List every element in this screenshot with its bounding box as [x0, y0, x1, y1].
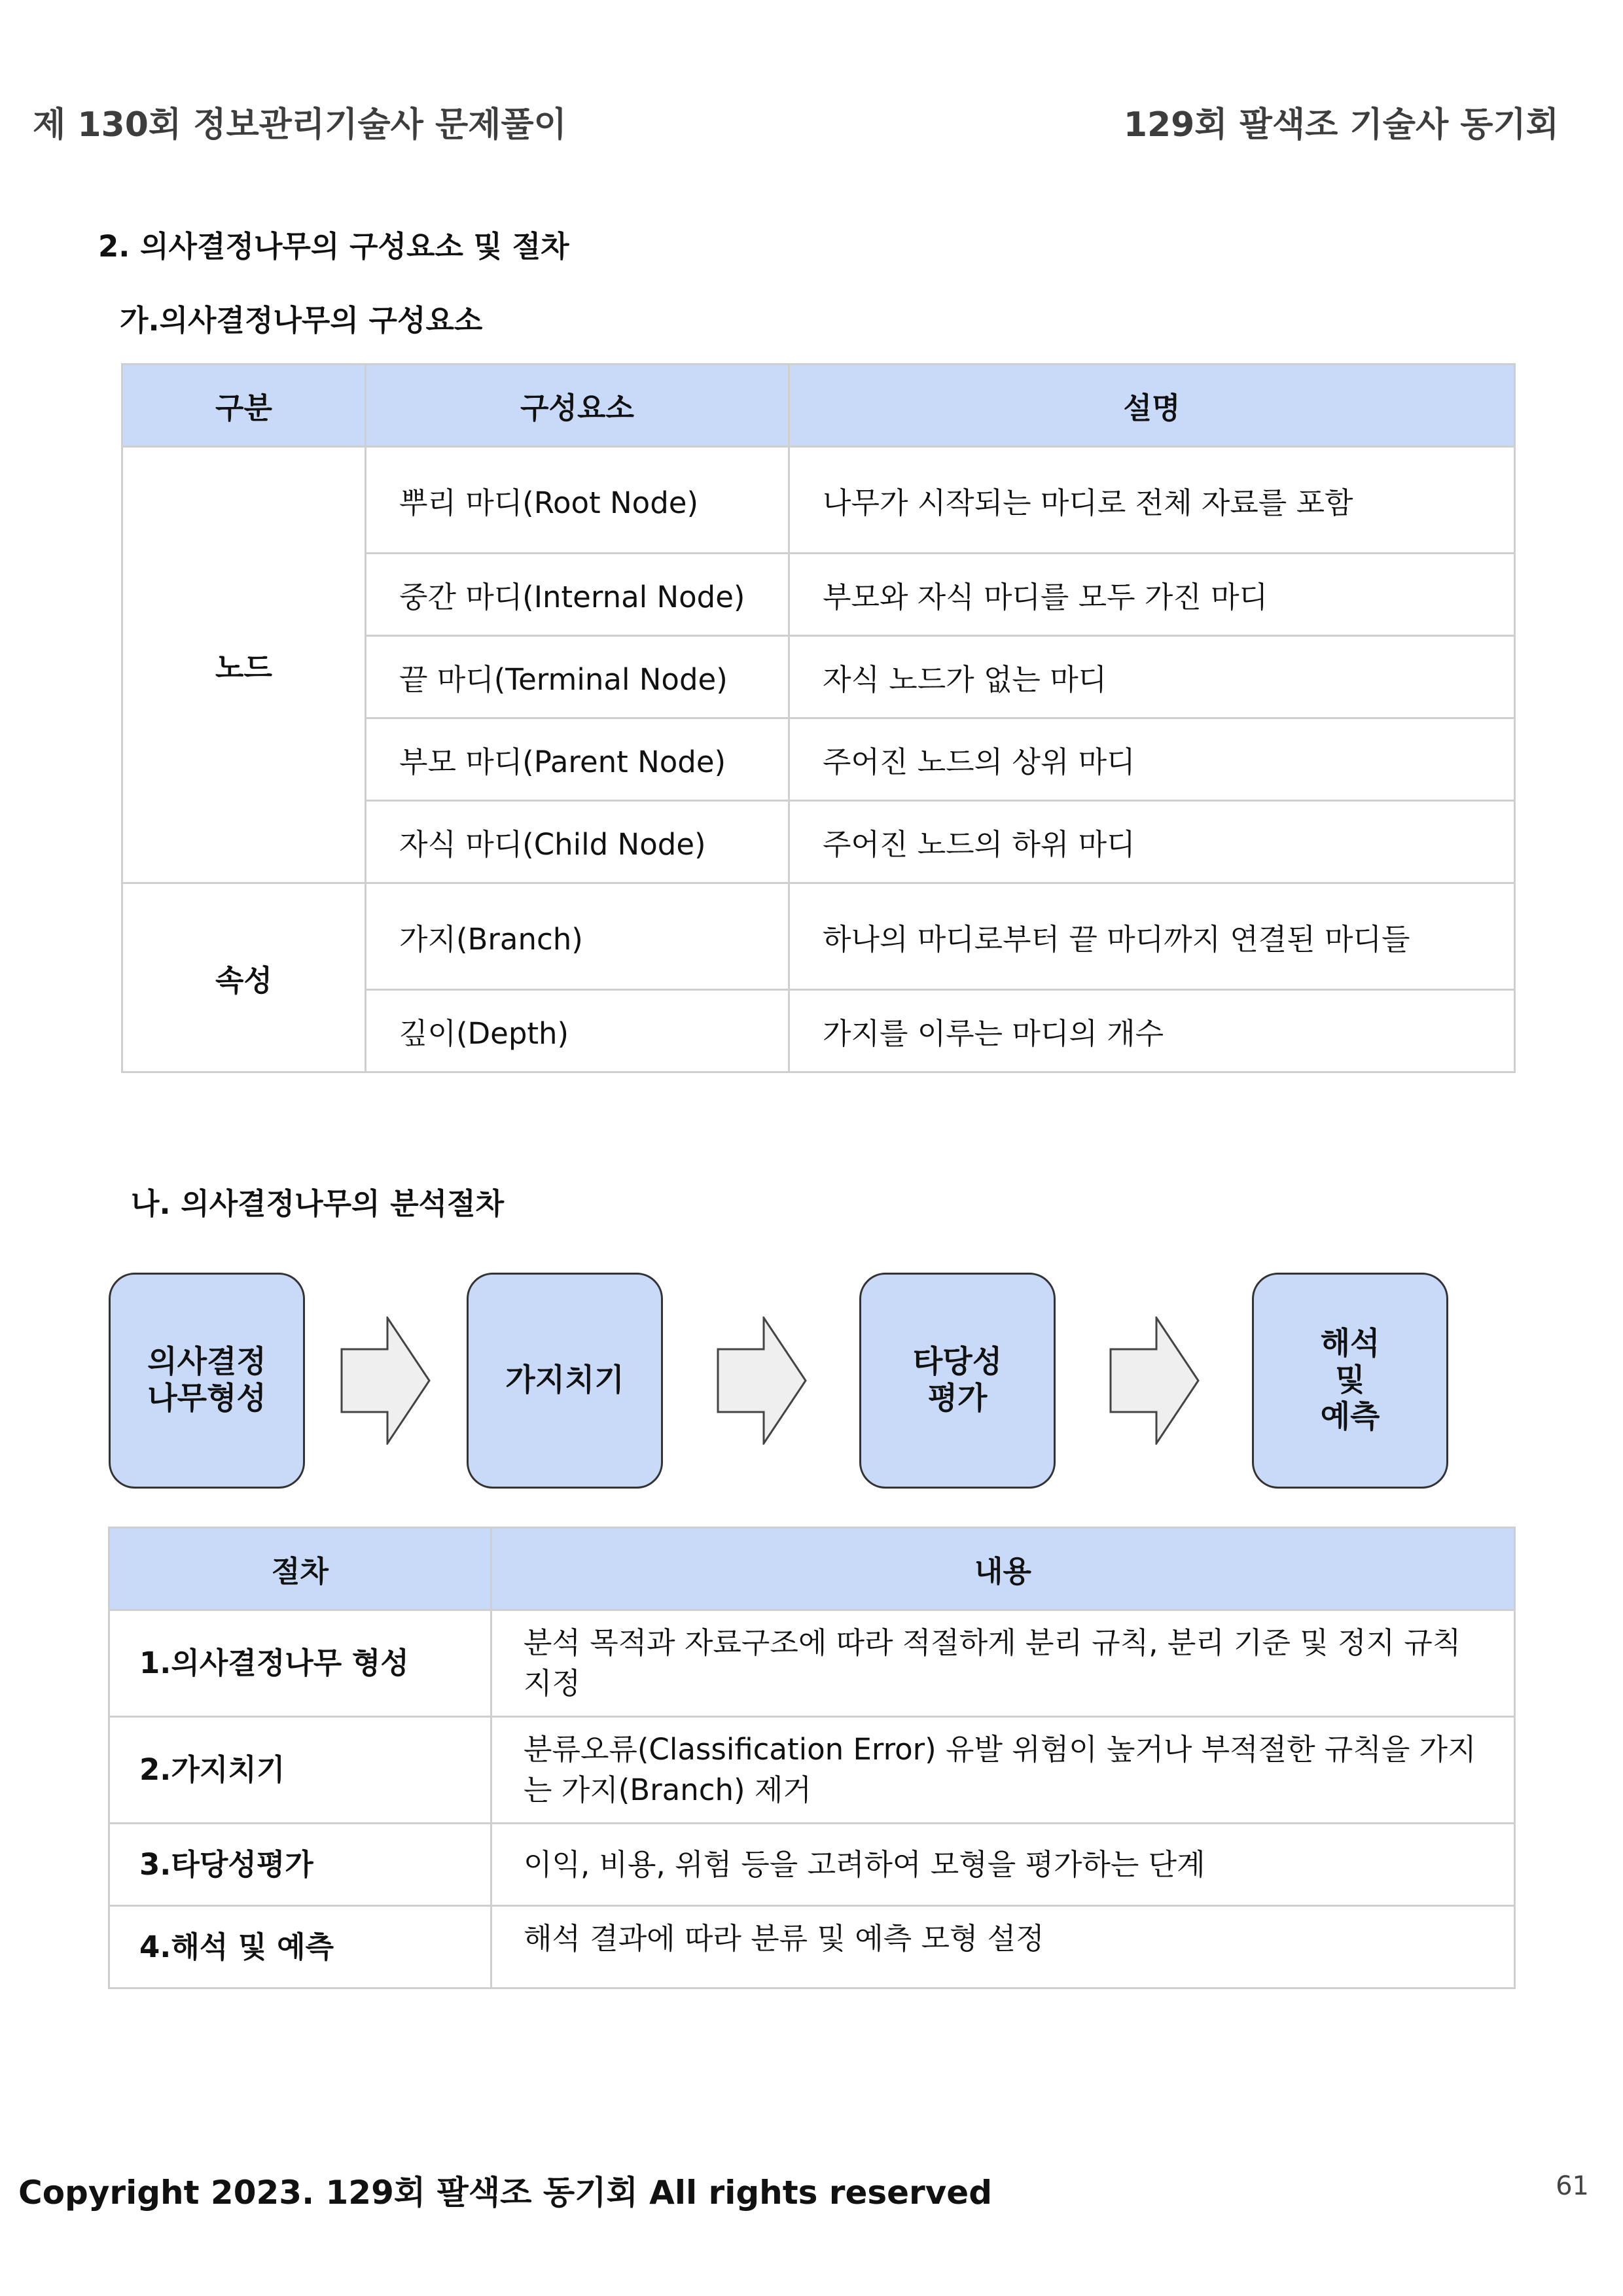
section-title: 2. 의사결정나무의 구성요소 및 절차 [98, 229, 569, 264]
element-cell: 뿌리 마디(Root Node) [366, 447, 789, 554]
table-header-row [109, 1528, 1515, 1610]
arrow-right-icon [340, 1316, 432, 1445]
description-cell: 부모와 자식 마디를 모두 가진 마디 [789, 554, 1515, 636]
header-right-title: 129회 팔색조 기술사 동기회 [1123, 105, 1559, 145]
table-header-row [122, 364, 1515, 447]
description-cell: 주어진 노드의 상위 마디 [789, 718, 1515, 801]
step-cell: 2.가지치기 [109, 1717, 491, 1824]
flow-step-label: 해석 [1320, 1326, 1380, 1362]
flow-step-label: 예측 [1320, 1399, 1380, 1435]
procedure-table [108, 1527, 1516, 1989]
description-cell: 나무가 시작되는 마디로 전체 자료를 포함 [789, 447, 1515, 554]
arrow-right-icon [1109, 1316, 1201, 1445]
flow-step-label: 의사결정 [147, 1344, 266, 1380]
column-header: 내용 [491, 1528, 1515, 1610]
flow-step-validity-evaluation [859, 1273, 1056, 1489]
table-row [122, 447, 1515, 554]
table-row [109, 1824, 1515, 1906]
column-header: 설명 [789, 364, 1515, 447]
step-cell: 3.타당성평가 [109, 1824, 491, 1906]
flow-step-label: 및 [1335, 1362, 1365, 1398]
table-row [109, 1906, 1515, 1988]
flow-step-label: 가지치기 [505, 1362, 624, 1398]
group-label-attribute: 속성 [122, 883, 366, 1072]
element-cell: 자식 마디(Child Node) [366, 801, 789, 883]
element-cell: 중간 마디(Internal Node) [366, 554, 789, 636]
element-cell: 가지(Branch) [366, 883, 789, 990]
table-row [109, 1610, 1515, 1717]
flow-step-interpretation-prediction [1252, 1273, 1448, 1489]
description-cell: 하나의 마디로부터 끝 마디까지 연결된 마디들 [789, 883, 1515, 990]
components-table [121, 363, 1516, 1073]
page-number: 61 [1556, 2171, 1589, 2201]
flow-step-pruning [467, 1273, 663, 1489]
step-cell: 4.해석 및 예측 [109, 1906, 491, 1988]
description-cell: 자식 노드가 없는 마디 [789, 636, 1515, 718]
column-header: 절차 [109, 1528, 491, 1610]
flow-step-label: 나무형성 [147, 1381, 266, 1417]
step-cell: 1.의사결정나무 형성 [109, 1610, 491, 1717]
table-row [109, 1717, 1515, 1824]
element-cell: 끝 마디(Terminal Node) [366, 636, 789, 718]
table-row [122, 883, 1515, 990]
content-cell: 분석 목적과 자료구조에 따라 적절하게 분리 규칙, 분리 기준 및 정지 규칙 지정 [491, 1610, 1515, 1717]
flow-step-label: 평가 [927, 1381, 988, 1417]
flow-step-label: 타당성 [912, 1344, 1003, 1380]
arrow-right-icon [717, 1316, 808, 1445]
column-header: 구분 [122, 364, 366, 447]
content-cell: 이익, 비용, 위험 등을 고려하여 모형을 평가하는 단계 [491, 1824, 1515, 1906]
copyright-footer: Copyright 2023. 129회 팔색조 동기회 All rights reserved [18, 2174, 993, 2212]
group-label-node: 노드 [122, 447, 366, 883]
element-cell: 부모 마디(Parent Node) [366, 718, 789, 801]
description-cell: 가지를 이루는 마디의 개수 [789, 990, 1515, 1072]
description-cell: 주어진 노드의 하위 마디 [789, 801, 1515, 883]
content-cell: 분류오류(Classification Error) 유발 위험이 높거나 부적절한 규칙을 가지는 가지(Branch) 제거 [491, 1717, 1515, 1824]
header-left-title: 제 130회 정보관리기술사 문제풀이 [33, 105, 567, 145]
column-header: 구성요소 [366, 364, 789, 447]
subsection-procedure-title: 나. 의사결정나무의 분석절차 [131, 1186, 505, 1221]
flow-step-tree-formation [109, 1273, 305, 1489]
content-cell: 해석 결과에 따라 분류 및 예측 모형 설정 [491, 1906, 1515, 1988]
element-cell: 깊이(Depth) [366, 990, 789, 1072]
subsection-components-title: 가.의사결정나무의 구성요소 [120, 303, 483, 338]
